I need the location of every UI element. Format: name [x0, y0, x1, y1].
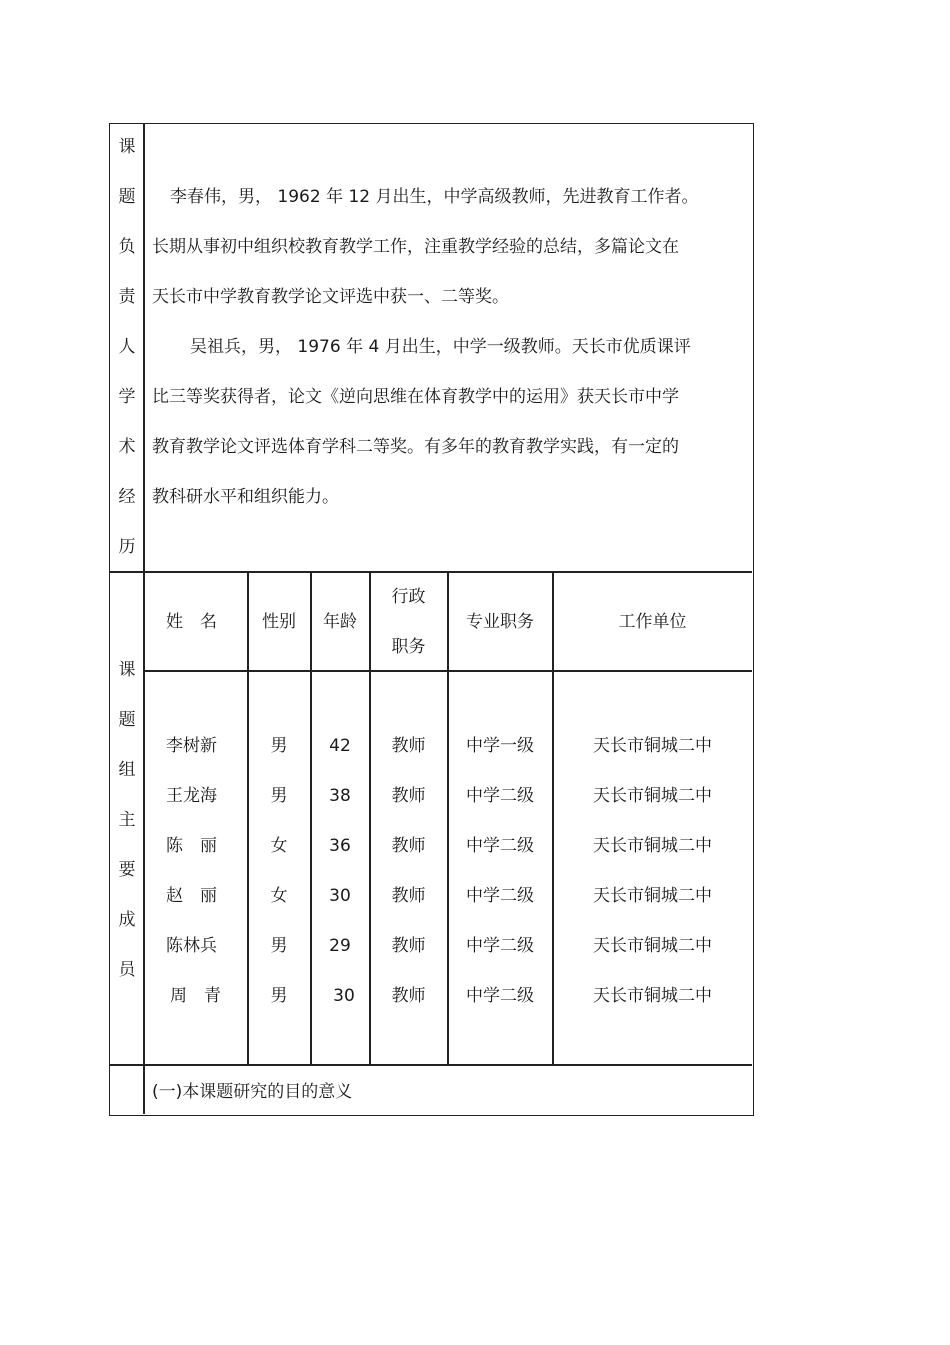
- bio-line: 教科研水平和组织能力。: [152, 487, 339, 507]
- label-char: 负: [118, 237, 136, 257]
- application-form-table: [109, 123, 754, 1116]
- header-age: 年龄: [323, 612, 357, 632]
- label-char: 题: [118, 187, 136, 207]
- section-divider-1: [110, 571, 752, 573]
- member-gender: 男: [270, 986, 288, 1006]
- label-char: 课: [118, 137, 136, 157]
- member-title: 中学二级: [466, 986, 534, 1006]
- member-admin: 教师: [391, 886, 426, 906]
- member-admin: 教师: [391, 936, 426, 956]
- label-char: 课: [118, 660, 136, 680]
- member-gender: 男: [270, 736, 288, 756]
- bio-line: 吴祖兵，男， 1976 年 4 月出生，中学一级教师。天长市优质课评: [190, 337, 691, 357]
- header-admin-line2: 职务: [391, 637, 426, 657]
- label-char: 题: [118, 710, 136, 730]
- member-age: 30: [333, 986, 355, 1006]
- member-unit: 天长市铜城二中: [593, 836, 712, 856]
- label-char: 经: [118, 487, 136, 507]
- bio-line: 比三等奖获得者，论文《逆向思维在体育教学中的运用》获天长市中学: [152, 387, 679, 407]
- member-gender: 男: [270, 936, 288, 956]
- member-gender: 女: [270, 886, 288, 906]
- section-divider-2: [110, 1064, 752, 1066]
- member-unit: 天长市铜城二中: [593, 786, 712, 806]
- header-gender: 性别: [262, 612, 296, 632]
- member-title: 中学二级: [466, 886, 534, 906]
- research-purpose-heading: (一)本课题研究的目的意义: [152, 1082, 353, 1102]
- label-char: 历: [118, 537, 136, 557]
- leader-experience-label: [110, 124, 144, 571]
- header-title: 专业职务: [466, 612, 534, 632]
- header-admin-line1: 行政: [391, 587, 426, 607]
- member-admin: 教师: [391, 836, 426, 856]
- bio-line: 长期从事初中组织校教育教学工作，注重教学经验的总结，多篇论文在: [152, 237, 679, 257]
- member-name: 王龙海: [166, 786, 217, 806]
- member-name: 李树新: [166, 736, 217, 756]
- bio-line: 李春伟，男， 1962 年 12 月出生，中学高级教师，先进教育工作者。: [170, 187, 699, 207]
- member-age: 29: [329, 936, 351, 956]
- member-unit: 天长市铜城二中: [593, 886, 712, 906]
- member-title: 中学二级: [466, 936, 534, 956]
- member-age: 36: [329, 836, 351, 856]
- member-unit: 天长市铜城二中: [593, 736, 712, 756]
- label-char: 组: [118, 760, 136, 780]
- label-char: 人: [118, 337, 136, 357]
- member-age: 38: [329, 786, 351, 806]
- member-age: 42: [329, 736, 351, 756]
- member-name: 陈 丽: [166, 836, 217, 856]
- member-title: 中学一级: [466, 736, 534, 756]
- member-title: 中学二级: [466, 786, 534, 806]
- label-char: 成: [118, 910, 136, 930]
- members-label: [110, 571, 144, 1065]
- member-name: 陈林兵: [166, 936, 217, 956]
- label-char: 责: [118, 287, 136, 307]
- member-title: 中学二级: [466, 836, 534, 856]
- member-gender: 男: [270, 786, 288, 806]
- member-admin: 教师: [391, 786, 426, 806]
- member-age: 30: [329, 886, 351, 906]
- header-unit: 工作单位: [618, 612, 687, 632]
- bio-line: 天长市中学教育教学论文评选中获一、二等奖。: [152, 287, 509, 307]
- member-admin: 教师: [391, 986, 426, 1006]
- label-char: 主: [118, 810, 136, 830]
- label-char: 学: [118, 387, 136, 407]
- member-name: 赵 丽: [166, 886, 217, 906]
- header-name: 姓 名: [166, 612, 217, 632]
- bio-line: 教育教学论文评选体育学科二等奖。有多年的教育教学实践，有一定的: [152, 437, 679, 457]
- label-char: 要: [118, 860, 136, 880]
- member-admin: 教师: [391, 736, 426, 756]
- member-unit: 天长市铜城二中: [593, 936, 712, 956]
- member-gender: 女: [270, 836, 288, 856]
- label-char: 员: [118, 960, 136, 980]
- member-name: 周 青: [170, 986, 221, 1006]
- member-unit: 天长市铜城二中: [593, 986, 712, 1006]
- label-char: 术: [118, 437, 136, 457]
- col-divider-2: [310, 571, 312, 1065]
